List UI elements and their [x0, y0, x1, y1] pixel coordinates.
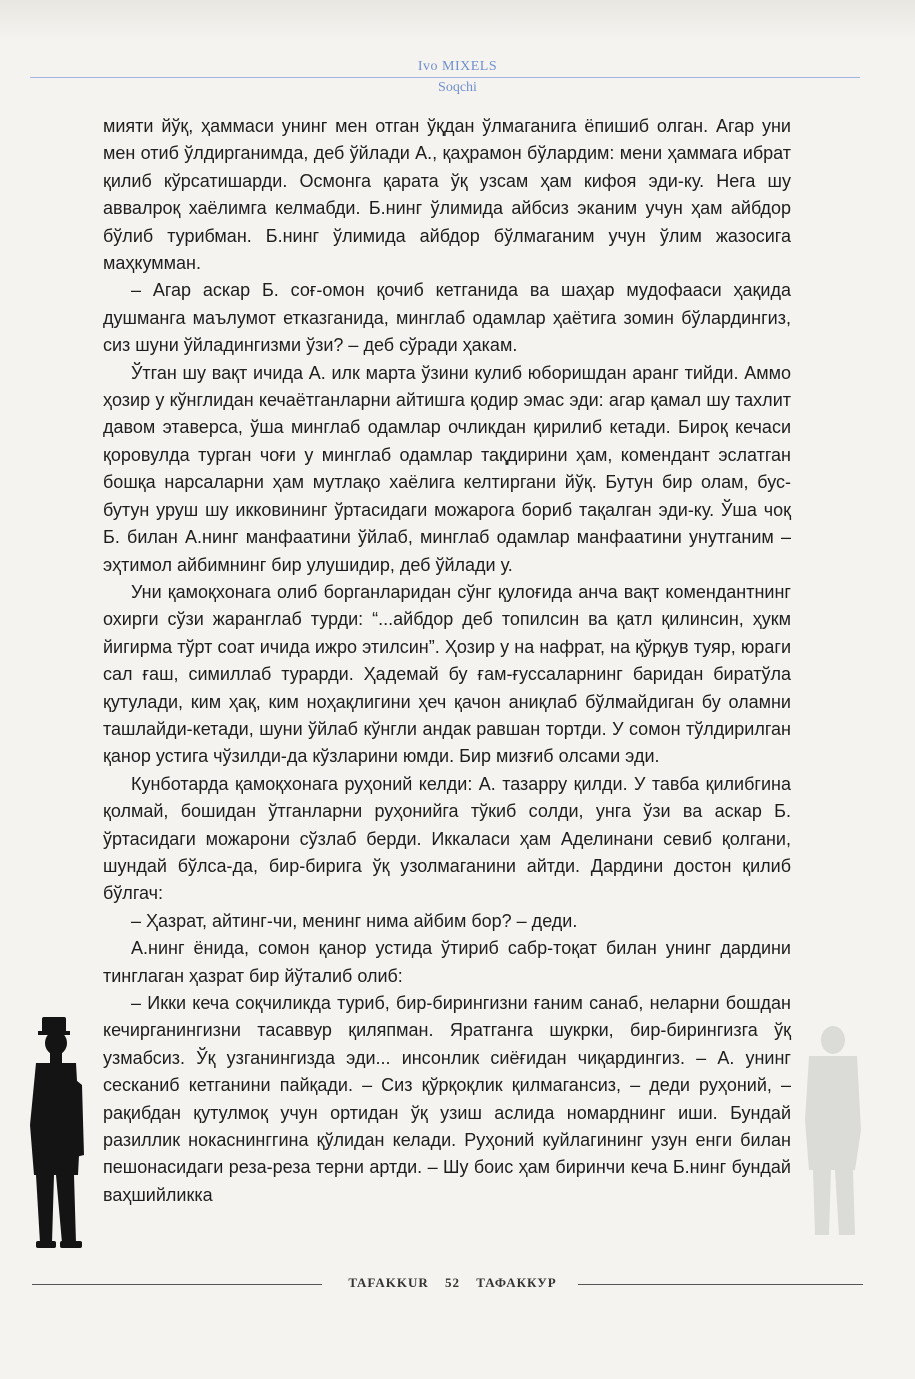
paragraph: А.нинг ёнида, сомон қанор устида ўтириб сабр-тоқат билан унинг дардини тинглаган ҳазрат бир йўталиб олиб:: [103, 938, 791, 986]
paragraph: Ўтган шу вақт ичида А. илк марта ўзини кулиб юборишдан аранг тийди. Аммо ҳозир у кўнглидан кечаётганларни айтишга қодир эмас эди: агар қамал шу тахлит давом этаверса, ўша минглаб одамлар очликдан қирилиб кетади. Бироқ кечаси қоровулда турган чоғи у минглаб одамлар тақдирини ҳам, комендант эслатган бошқа нарсаларни ҳам мутлақо хаёлига келтиргани йўқ. Бутун бир олам, бус-бутун уруш шу икковининг ўртасидаги можарога бориб тақалган эди-ку. Ўша чоқ Б. билан А.нинг манфаатини ўйлаб, минглаб одамлар манфаатини унутганим – эҳтимол айбимнинг бир улушидир, деб ўйлади у.: [103, 362, 791, 575]
paragraph: – Агар аскар Б. соғ-омон қочиб кетганида ва шаҳар мудофааси ҳақида душманга маълумот етказганида, минглаб одамлар ҳаётига зомин бўлардингиз, сиз шуни ўйладингизми ўзи? – деб сўради ҳакам.: [103, 280, 791, 356]
paragraph: Кунботарда қамоқхонага руҳоний келди: А. тазарру қилди. У тавба қилибгина қолмай, бошидан ўтганларни руҳонийга тўкиб солди, унга ўзи ва аскар Б. ўртасидаги можарони сўзлаб берди. Иккаласи ҳам Аделинани севиб қолгани, шундай бўлса-да, бир-бирига ўқ узолмаганини айтди. Дардини достон қилиб бўлгач:: [103, 773, 791, 904]
article-body: [103, 113, 791, 1209]
page-top-edge: [0, 0, 915, 40]
header-rule: [30, 77, 860, 78]
soldier-silhouette-illustration: [22, 1015, 92, 1250]
header-author: Ivo MIXELS: [417, 59, 498, 74]
footer-magazine-latin: TAFAKKUR: [348, 1275, 429, 1290]
page-footer: [0, 1273, 915, 1295]
running-header: [0, 58, 915, 75]
footer-label: [330, 1275, 575, 1291]
footer-rule-right: [578, 1284, 863, 1285]
footer-magazine-cyrillic: ТАФАККУР: [476, 1275, 557, 1290]
paragraph: Уни қамоқхонага олиб борганларидан сўнг қулоғида анча вақт комендантнинг охирги сўзи жаранглаб турди: “...айбдор деб топилсин ва қатл қилинсин, ҳукм йигирма тўрт соат ичида ижро этилсин”. Ҳозир у на нафрат, на қўрқув туяр, юраги сал ғаш, симиллаб турарди. Ҳадемай бу ғам-ғуссаларнинг баридан биратўла қутулади, ким ҳақ, ким ноҳақлигини ҳеч қачон аниқлаб бўлмайдиган бу оламни ташлайди-кетади, шуни ўйлаб кўнгли андак равшан тортди. У сомон тўлдирилган қанор устига чўзилди-да кўзларини юмди. Бир мизғиб олсами эди.: [103, 581, 791, 767]
paragraph: – Икки кеча соқчиликда туриб, бир-бирингизни ғаним санаб, неларни бошдан кечирганингизни тасаввур қиляпман. Яратганга шукрки, бир-бирингизга ўқ узмабсиз. Ўқ узганингизда эди... инсонлик сиёғидан чиқардингиз. – А. унинг сесканиб кетганини пайқади. – Сиз қўрқоқлик қилмагансиз, – деди руҳоний, – рақибдан қутулмоқ учун ортидан ўқ узиш аслида номарднинг иши. Бундай разиллик нокаснинггина қўлидан келади. Руҳоний куйлагининг узун енги билан пешонасидаги реза-реза терни артди. – Шу боис ҳам биринчи кеча Б.нинг бундай ваҳшийликка: [103, 993, 791, 1205]
paragraph: мияти йўқ, ҳаммаси унинг мен отган ўқдан ўлмаганига ёпишиб олган. Агар уни мен отиб ўлдирганимда, деб ўйлади А., қаҳрамон бўлардим: мени ҳаммага ибрат қилиб кўрсатишарди. Осмонга қарата ўқ узсам ҳам кифоя эди-ку. Нега шу аввалроқ хаёлимга келмабди. Б.нинг ўлимида айбсиз эканим учун ҳам айбдор бўлиб турибман. Б.нинг ўлимида айбдор бўлмаганим учун ўлим жазосига маҳкумман.: [103, 116, 791, 274]
footer-rule-left: [32, 1284, 322, 1285]
faded-soldier-illustration: [795, 1020, 870, 1240]
header-title: Soqchi: [438, 80, 477, 95]
paragraph: – Ҳазрат, айтинг-чи, менинг нима айбим бор? – деди.: [131, 910, 578, 931]
page-number: 52: [445, 1275, 461, 1290]
